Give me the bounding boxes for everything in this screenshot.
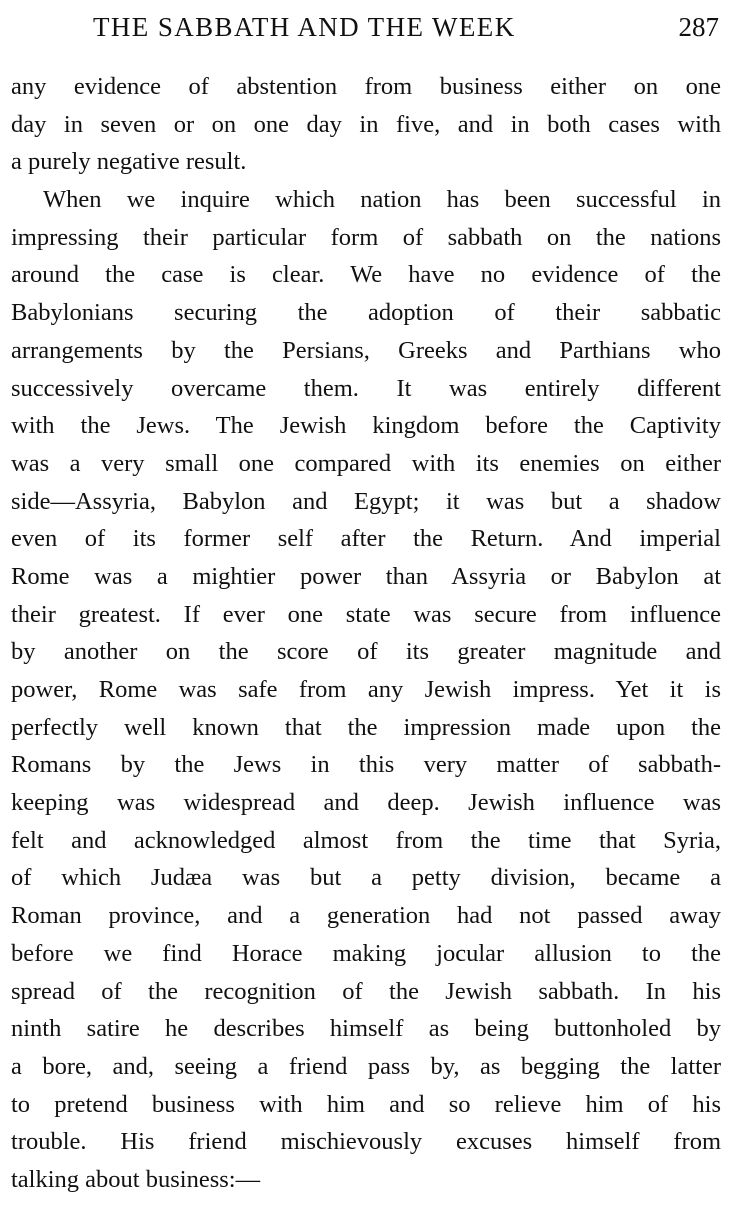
text-line: Babylonians securing the adoption of their sabbatic (11, 299, 721, 327)
paragraph-first-line: When we inquire which nation has been successful in (43, 186, 721, 214)
text-line: ninth satire he describes himself as being buttonholed by (11, 1015, 721, 1043)
text-line: impressing their particular form of sabbath on the nations (11, 223, 721, 251)
text-line: Roman province, and a generation had not passed away (11, 902, 721, 930)
text-line: Rome was a mightier power than Assyria or Babylon at (11, 562, 721, 590)
text-line: of which Judæa was but a petty division, became a (11, 864, 721, 892)
text-line: a purely negative result. (11, 148, 247, 176)
text-line: by another on the score of its greater magnitude and (11, 638, 721, 666)
text-line: was a very small one compared with its enemies on either (11, 449, 721, 477)
text-line: with the Jews. The Jewish kingdom before the Captivity (11, 412, 721, 440)
text-line: spread of the recognition of the Jewish sabbath. In his (11, 977, 721, 1005)
page-header (0, 12, 753, 44)
running-title: THE SABBATH AND THE WEEK (93, 12, 516, 42)
text-line: keeping was widespread and deep. Jewish influence was (11, 789, 721, 817)
text-line: any evidence of abstention from business either on one (11, 73, 721, 100)
text-line: a bore, and, seeing a friend pass by, as begging the latter (11, 1052, 721, 1080)
text-line: day in seven or on one day in five, and in both cases with (11, 110, 721, 138)
text-line: felt and acknowledged almost from the time that Syria, (11, 826, 721, 854)
text-line: Romans by the Jews in this very matter of sabbath- (11, 751, 721, 779)
text-line: their greatest. If ever one state was secure from influence (11, 600, 721, 628)
page-number: 287 (678, 12, 719, 42)
text-line: trouble. His friend mischievously excuses himself from (11, 1128, 721, 1156)
text-line: arrangements by the Persians, Greeks and Parthians who (11, 336, 721, 364)
text-line: talking about business:— (11, 1165, 261, 1193)
text-line: around the case is clear. We have no evidence of the (11, 261, 721, 289)
text-line: side—Assyria, Babylon and Egypt; it was but a shadow (11, 487, 721, 515)
text-line: successively overcame them. It was entirely different (11, 374, 721, 402)
body-text (11, 68, 721, 1199)
text-line: to pretend business with him and so relieve him of his (11, 1090, 721, 1118)
text-line: perfectly well known that the impression made upon the (11, 713, 721, 741)
text-line: power, Rome was safe from any Jewish impress. Yet it is (11, 676, 721, 703)
text-line: before we find Horace making jocular allusion to the (11, 939, 721, 967)
text-line: even of its former self after the Return. And imperial (11, 525, 721, 553)
